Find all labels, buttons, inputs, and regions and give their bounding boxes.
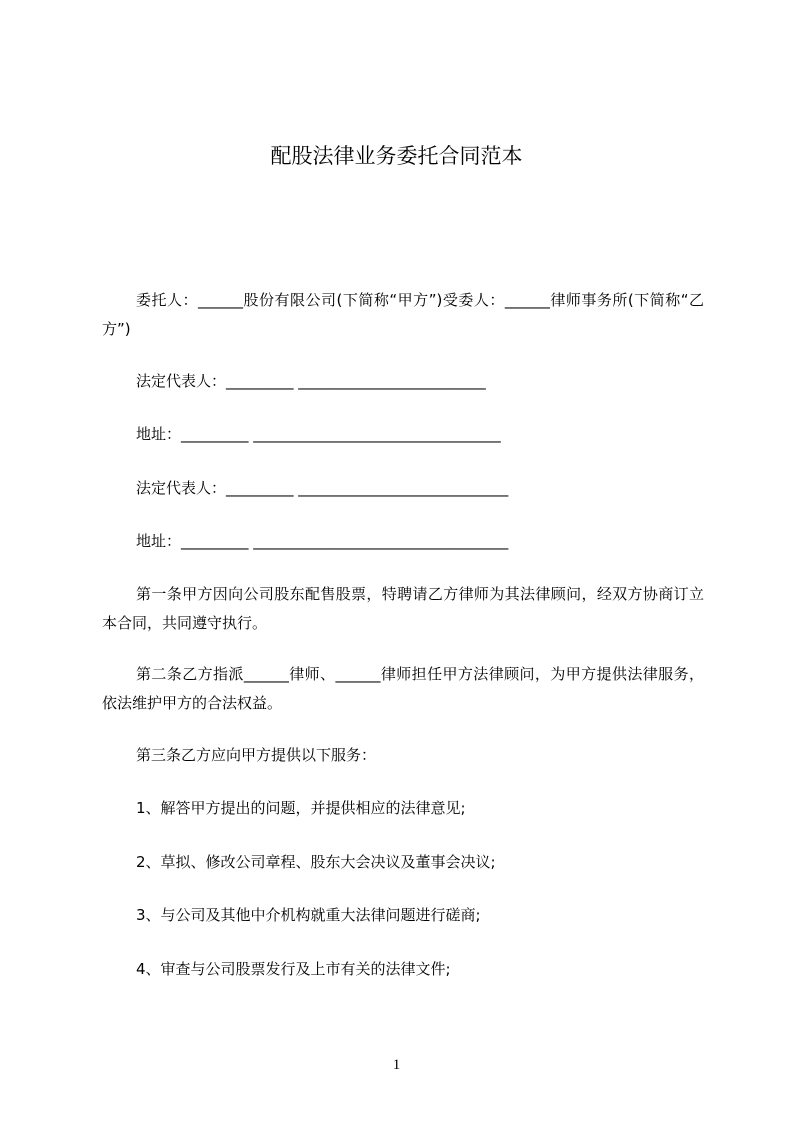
paragraph-service-4: 4、审查与公司股票发行及上市有关的法律文件; [136, 960, 451, 978]
paragraph-service-3: 3、与公司及其他中介机构就重大法律问题进行磋商; [136, 906, 481, 924]
paragraph-article-1: 第一条甲方因向公司股东配售股票，特聘请乙方律师为其法律顾问，经双方协商订立本合同，共同遵守执行。 [102, 585, 704, 632]
paragraph-address-1: 地址：_________ _________________________________ [136, 425, 501, 443]
paragraph-article-3: 第三条乙方应向甲方提供以下服务： [136, 746, 377, 764]
paragraph-article-2: 第二条乙方指派______律师、______律师担任甲方法律顾问，为甲方提供法律服务，依法维护甲方的合法权益。 [102, 665, 704, 712]
paragraph-legal-rep-1: 法定代表人：_________ _________________________ [136, 372, 486, 390]
paragraph-legal-rep-2: 法定代表人：_________ ____________________________ [136, 479, 509, 497]
paragraph-parties: 委托人：______股份有限公司(下简称“甲方”)受委人：______律师事务所(下简称“乙方”) [102, 291, 704, 338]
paragraph-service-1: 1、解答甲方提出的问题，并提供相应的法律意见; [136, 799, 466, 817]
document-title: 配股法律业务委托合同范本 [270, 144, 523, 168]
paragraph-service-2: 2、草拟、修改公司章程、股东大会决议及董事会决议; [136, 853, 496, 871]
page-number: 1 [392, 1057, 401, 1073]
paragraph-address-2: 地址：_________ __________________________________ [136, 532, 509, 550]
